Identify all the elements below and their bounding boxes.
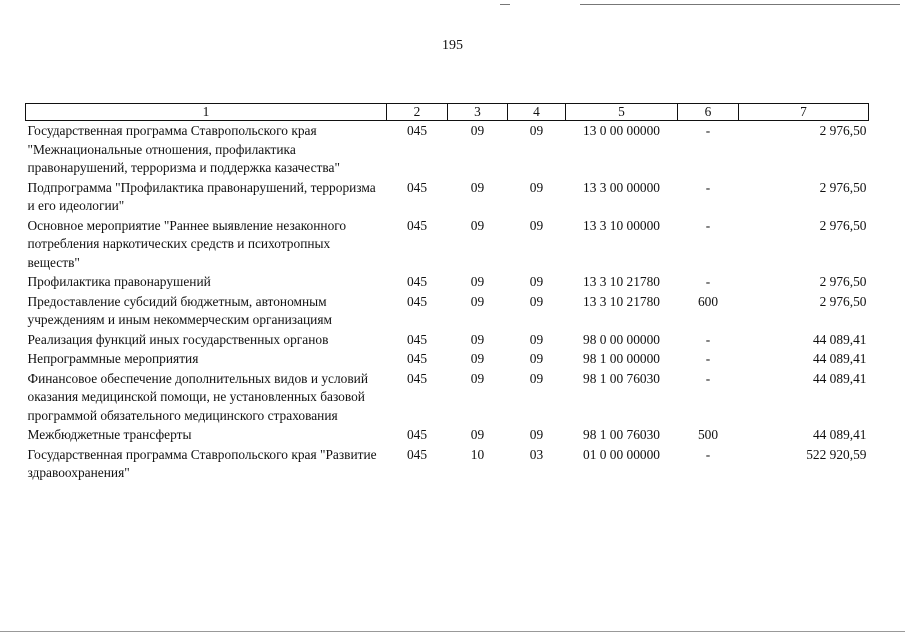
row-name: Подпрограмма "Профилактика правонарушений, терроризма и его идеологии" xyxy=(27,179,376,213)
row-name: Финансовое обеспечение дополнительных видов и условий оказания медицинской помощи, не установленных базовой программой обязательного медицинского страхования xyxy=(27,370,369,423)
row-target-article: 98 1 00 76030 xyxy=(583,427,660,442)
table-row xyxy=(26,369,869,426)
row-section-code: 09 xyxy=(470,370,485,386)
row-expense-type: - xyxy=(705,217,711,233)
row-amount: 522 920,59 xyxy=(806,446,867,462)
row-section-code: 09 xyxy=(470,427,485,442)
row-expense-type: - xyxy=(705,370,711,386)
row-name: Межбюджетные трансферты xyxy=(27,427,192,442)
header-col-1: 1 xyxy=(26,104,387,121)
row-section-code: 09 xyxy=(470,179,485,195)
row-ministry-code: 045 xyxy=(406,351,428,366)
page-number: 195 xyxy=(442,38,463,53)
row-ministry-code: 045 xyxy=(406,293,428,309)
row-section-code: 09 xyxy=(470,293,485,309)
table-row xyxy=(26,216,869,273)
budget-table xyxy=(25,103,869,483)
row-expense-type: - xyxy=(705,331,711,347)
header-col-5: 5 xyxy=(566,104,678,121)
row-subsection-code: 09 xyxy=(529,293,544,309)
row-target-article: 13 0 00 00000 xyxy=(583,123,660,138)
row-ministry-code: 045 xyxy=(406,427,428,442)
row-name: Профилактика правонарушений xyxy=(27,274,211,289)
row-expense-type: 600 xyxy=(697,293,719,309)
row-target-article: 01 0 00 00000 xyxy=(583,446,660,462)
header-row xyxy=(26,104,869,121)
row-amount: 44 089,41 xyxy=(812,331,867,347)
row-subsection-code: 03 xyxy=(529,446,544,462)
row-subsection-code: 09 xyxy=(529,179,544,195)
row-ministry-code: 045 xyxy=(406,370,428,386)
row-target-article: 98 1 00 00000 xyxy=(583,351,660,366)
row-ministry-code: 045 xyxy=(406,217,428,233)
table-row xyxy=(26,349,869,369)
row-expense-type: - xyxy=(705,179,711,195)
row-name: Государственная программа Ставропольского края "Развитие здравоохранения" xyxy=(27,446,377,480)
row-target-article: 98 0 00 00000 xyxy=(583,331,660,347)
row-name: Предоставление субсидий бюджетным, автономным учреждениям и иным некоммерческим организациям xyxy=(27,293,332,327)
row-name: Непрограммные мероприятия xyxy=(27,351,199,366)
row-amount: 2 976,50 xyxy=(819,293,867,309)
row-amount: 44 089,41 xyxy=(812,351,867,366)
row-ministry-code: 045 xyxy=(406,446,428,462)
row-expense-type: - xyxy=(705,274,711,289)
row-expense-type: 500 xyxy=(697,427,719,442)
table-row xyxy=(26,330,869,350)
row-amount: 44 089,41 xyxy=(812,427,867,442)
row-amount: 44 089,41 xyxy=(812,370,867,386)
row-target-article: 13 3 10 21780 xyxy=(583,293,660,309)
row-target-article: 13 3 10 21780 xyxy=(583,274,660,289)
row-subsection-code: 09 xyxy=(529,331,544,347)
row-ministry-code: 045 xyxy=(406,331,428,347)
table-row xyxy=(26,292,869,330)
row-target-article: 98 1 00 76030 xyxy=(583,370,660,386)
scan-artifact-top-short xyxy=(500,4,510,5)
row-section-code: 09 xyxy=(470,274,485,289)
scan-artifact-top xyxy=(580,4,900,5)
scan-artifact-bottom xyxy=(0,631,905,632)
row-section-code: 09 xyxy=(470,123,485,138)
row-expense-type: - xyxy=(705,351,711,366)
row-section-code: 09 xyxy=(470,217,485,233)
row-section-code: 09 xyxy=(470,331,485,347)
row-subsection-code: 09 xyxy=(529,217,544,233)
row-section-code: 09 xyxy=(470,351,485,366)
table-row xyxy=(26,445,869,483)
row-subsection-code: 09 xyxy=(529,427,544,442)
row-amount: 2 976,50 xyxy=(819,274,867,289)
table-row xyxy=(26,272,869,292)
header-col-6: 6 xyxy=(678,104,739,121)
header-col-7: 7 xyxy=(739,104,869,121)
row-name: Основное мероприятие "Раннее выявление незаконного потребления наркотических средств и психотропных веществ" xyxy=(27,217,347,270)
row-amount: 2 976,50 xyxy=(819,179,867,195)
row-subsection-code: 09 xyxy=(529,351,544,366)
row-amount: 2 976,50 xyxy=(819,123,867,138)
row-section-code: 10 xyxy=(470,446,485,462)
row-subsection-code: 09 xyxy=(529,274,544,289)
header-col-2: 2 xyxy=(387,104,448,121)
row-ministry-code: 045 xyxy=(406,274,428,289)
table-row xyxy=(26,425,869,445)
header-col-4: 4 xyxy=(508,104,566,121)
row-subsection-code: 09 xyxy=(529,123,544,138)
row-amount: 2 976,50 xyxy=(819,217,867,233)
row-target-article: 13 3 00 00000 xyxy=(583,179,660,195)
row-name: Реализация функций иных государственных органов xyxy=(27,331,329,347)
row-expense-type: - xyxy=(705,123,711,138)
row-name: Государственная программа Ставропольского края "Межнациональные отношения, профилактика правонарушений, терроризма и поддержка казачества" xyxy=(27,123,340,175)
row-expense-type: - xyxy=(705,446,711,462)
table-row xyxy=(26,121,869,178)
row-ministry-code: 045 xyxy=(406,179,428,195)
header-col-3: 3 xyxy=(448,104,508,121)
row-target-article: 13 3 10 00000 xyxy=(583,217,660,233)
row-subsection-code: 09 xyxy=(529,370,544,386)
row-ministry-code: 045 xyxy=(406,123,428,138)
table-row xyxy=(26,178,869,216)
